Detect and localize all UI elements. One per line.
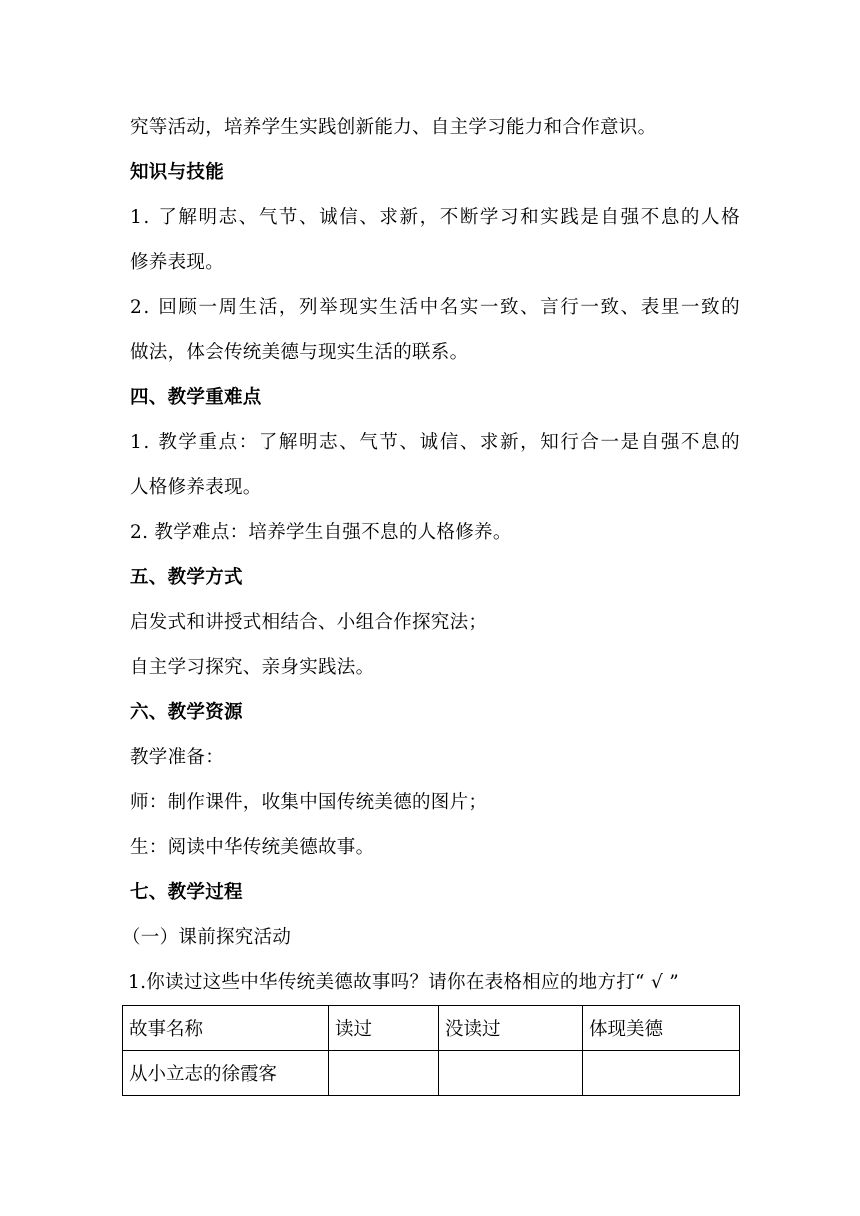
section-heading: 六、教学资源 — [130, 702, 243, 723]
table-cell: 从小立志的徐霞客 — [123, 1051, 329, 1096]
paragraph: 教学准备： — [130, 747, 225, 768]
paragraph: 启发式和讲授式相结合、小组合作探究法； — [130, 612, 488, 633]
table-cell — [439, 1051, 583, 1096]
table-cell — [583, 1051, 740, 1096]
section-heading: 知识与技能 — [130, 162, 225, 183]
paragraph: 生：阅读中华传统美德故事。 — [130, 837, 375, 858]
paragraph: 究等活动，培养学生实践创新能力、自主学习能力和合作意识。 — [130, 117, 657, 138]
table-header-cell: 读过 — [329, 1006, 439, 1051]
table-header-row — [123, 1006, 740, 1051]
paragraph: 自主学习探究、亲身实践法。 — [130, 657, 375, 678]
section-heading: 七、教学过程 — [130, 882, 243, 903]
paragraph: 做法，体会传统美德与现实生活的联系。 — [130, 342, 469, 363]
section-heading: 四、教学重难点 — [130, 387, 262, 408]
paragraph: 1. 了解明志、气节、诚信、求新，不断学习和实践是自强不息的人格 — [130, 207, 742, 228]
paragraph: 2. 教学难点：培养学生自强不息的人格修养。 — [130, 522, 512, 543]
table-header-cell: 体现美德 — [583, 1006, 740, 1051]
paragraph: 1. 教学重点：了解明志、气节、诚信、求新，知行合一是自强不息的 — [130, 432, 742, 453]
section-heading: 五、教学方式 — [130, 567, 243, 588]
paragraph: 人格修养表现。 — [130, 477, 262, 498]
table-cell — [329, 1051, 439, 1096]
question-text: 1.你读过这些中华传统美德故事吗？请你在表格相应的地方打“ √ ” — [128, 972, 680, 993]
table-row — [123, 1051, 740, 1096]
table-header-cell: 故事名称 — [123, 1006, 329, 1051]
paragraph: 2. 回顾一周生活，列举现实生活中名实一致、言行一致、表里一致的 — [130, 297, 742, 318]
paragraph: 师：制作课件，收集中国传统美德的图片； — [130, 792, 488, 813]
story-table — [122, 1005, 740, 1096]
paragraph: 修养表现。 — [130, 252, 225, 273]
table-header-cell: 没读过 — [439, 1006, 583, 1051]
subsection-heading: （一）课前探究活动 — [122, 927, 292, 948]
